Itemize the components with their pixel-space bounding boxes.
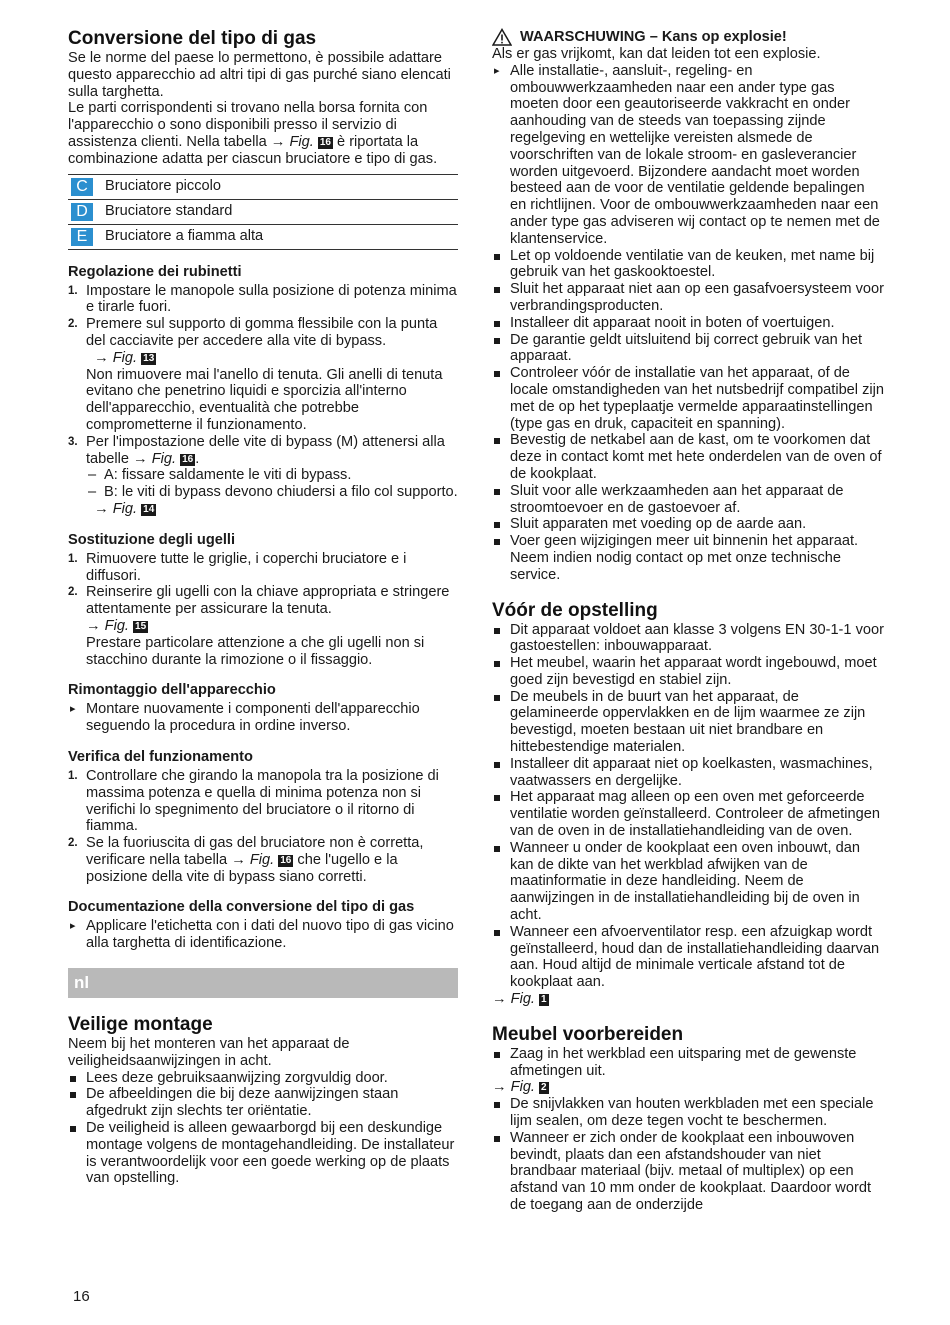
list-item: De meubels in de buurt van het apparaat, de gelamineerde oppervlakken en de lijm waarmee ze zijn bevestigd, moeten bestaan uit niet brandbare en hittebestendige materialen. — [492, 689, 884, 756]
burner-label: Bruciatore standard — [105, 199, 458, 224]
list-item: Bevestig de netkabel aan de kast, om te voorkomen dat deze in contact komt met hete onderdelen van de oven of de kookplaat. — [492, 432, 884, 482]
subsection-title-nozzles: Sostituzione degli ugelli — [68, 531, 236, 548]
fig-ref: Fig. — [151, 450, 177, 467]
list-item: Het apparaat mag alleen op een oven met geforceerde ventilatie worden geïnstalleerd. Controleer de afmetingen van de oven in de installatiehandleiding van de oven. — [492, 789, 884, 839]
step-text: Se la fuoriuscita di gas del bruciatore non è corretta, verificare nella tabella → — [86, 835, 424, 868]
fig-ref: Fig. — [510, 991, 535, 1008]
step-note: Prestare particolare attenzione a che gli ugelli non si stacchino durante la rimozione o il fissaggio. — [86, 634, 425, 668]
list-item: Wanneer een afvoerventilator resp. een afzuigkap wordt geïnstalleerd, houd dan de installatiehandleiding daarvan aan. Houd altijd de minimale verticale afstand tot de kookplaat aan. — [492, 924, 884, 991]
list-item — [68, 551, 458, 585]
list-item: Lees deze gebruiksaanwijzing zorgvuldig door. — [68, 1070, 458, 1087]
burner-letter-badge: C — [71, 178, 93, 196]
list-item — [68, 283, 458, 317]
prepare-cabinet-list — [492, 1046, 884, 1080]
fig-line: → Fig. 1 — [492, 991, 547, 1008]
list-item: Sluit het apparaat niet aan op een gasafvoersysteem voor verbrandingsproducten. — [492, 281, 884, 315]
list-item: Let op voldoende ventilatie van de keuken, met name bij gebruik van het gaskooktoestel. — [492, 248, 884, 282]
warning-title: WAARSCHUWING – Kans op explosie! — [520, 28, 787, 45]
list-item: ▸ Alle installatie-, aansluit-, regeling- en ombouwwerkzaamheden naar een ander type gas moeten door een geautoriseerde vakkracht en onder aanhouding van de steeds van toepassing zijnde regelgeving en wettelijke vereisten alsmede de voorschriften van de lokale stroom- en gasleverancier worden uitgevoerd. Bijzondere aandacht moet worden besteed aan de voor de ventilatie geldende bepalingen en richtlijnen. Voor de ombouwwerkzaamheden naar een ander type gas adviseren wij contact op te nemen met de klantenservice. — [492, 63, 884, 248]
list-item: Zaag in het werkblad een uitsparing met de gewenste afmetingen uit. — [492, 1046, 884, 1080]
safety-bullets — [492, 248, 884, 584]
step-text: Impostare le manopole sulla posizione di potenza minima e tirarle fuori. — [86, 282, 457, 316]
fig-ref: Fig. — [510, 1079, 535, 1096]
before-installation-list — [492, 622, 884, 992]
list-item — [68, 584, 458, 668]
subsection-title-documentation: Documentazione della conversione del tipo di gas — [68, 899, 415, 916]
table-cell — [68, 174, 105, 199]
list-item — [68, 835, 458, 885]
fig-ref: Fig. — [112, 349, 138, 366]
fig-line: → Fig. 2 — [492, 1079, 547, 1096]
fig-line: → Fig. 15 — [86, 617, 147, 634]
page-number: 16 — [73, 1288, 90, 1305]
step-text: Reinserire gli ugelli con la chiave appropriata e stringere attentamente per assicurare la tenuta. — [86, 584, 450, 618]
section-title-safe-installation: Veilige montage — [68, 1014, 213, 1036]
list-item: Installeer dit apparaat nooit in boten of voertuigen. — [492, 315, 884, 332]
table-row — [68, 199, 458, 224]
burner-label: Bruciatore a fiamma alta — [105, 224, 458, 249]
documentation-list — [68, 918, 458, 952]
prepare-cabinet-list-2 — [492, 1096, 884, 1214]
step-number: 1. — [68, 284, 78, 297]
step-number: 2. — [68, 837, 78, 850]
fig-number-badge: 14 — [143, 503, 155, 515]
list-item: Wanneer er zich onder de kookplaat een inbouwoven bevindt, plaats dan een afstandshouder van niet brandbaar materiaal (bijv. metaal of multiplex) op een afstand van 10 mm onder de kookplaat. Daardoor wordt de toegang aan de onderzijde — [492, 1130, 884, 1214]
table-cell — [68, 199, 105, 224]
nozzle-steps — [68, 551, 458, 669]
text-run: . — [195, 450, 200, 467]
list-item: Installeer dit apparaat niet op koelkasten, wasmachines, vaatwassers en dergelijke. — [492, 756, 884, 790]
list-item: De garantie geldt uitsluitend bij correct gebruik van het apparaat. — [492, 332, 884, 366]
left-column — [68, 28, 458, 1187]
fig-number-badge: 15 — [135, 620, 147, 632]
list-item — [68, 434, 458, 518]
fig-line: → Fig. 13 — [86, 349, 155, 366]
step-number: 1. — [68, 552, 78, 565]
section-title-prepare-cabinet: Meubel voorbereiden — [492, 1023, 684, 1045]
list-item: ▸ Applicare l'etichetta con i dati del nuovo tipo di gas vicino alla targhetta di identificazione. — [68, 918, 458, 952]
step-number: 2. — [68, 318, 78, 331]
subsection-title-check: Verifica del funzionamento — [68, 748, 253, 765]
list-item — [68, 316, 458, 434]
list-item: De afbeeldingen die bij deze aanwijzingen staan afgedrukt zijn slechts ter oriëntatie. — [68, 1086, 458, 1120]
list-item: ▸ Montare nuovamente i componenti dell'apparecchio seguendo la procedura in ordine inverso. — [68, 701, 458, 735]
taps-steps — [68, 283, 458, 518]
reassembly-list — [68, 701, 458, 735]
subsection-title-reassembly: Rimontaggio dell'apparecchio — [68, 682, 276, 699]
step-text: Rimuovere tutte le griglie, i coperchi bruciatore e i diffusori. — [86, 550, 407, 584]
list-item: Sluit apparaten met voeding op de aarde aan. — [492, 516, 884, 533]
warning-intro: Als er gas vrijkomt, kan dat leiden tot een explosie. — [492, 46, 821, 62]
fig-ref: Fig. — [289, 133, 314, 150]
list-item: Het meubel, waarin het apparaat wordt ingebouwd, moet goed zijn bevestigd en stabiel zijn. — [492, 655, 884, 689]
check-steps — [68, 768, 458, 886]
list-item: Sluit voor alle werkzaamheden aan het apparaat de stroomtoevoer en de gastoevoer af. — [492, 483, 884, 517]
section-title-before-installation: Vóór de opstelling — [492, 599, 658, 621]
step-number: 1. — [68, 769, 78, 782]
burner-label: Bruciatore piccolo — [105, 174, 458, 199]
fig-number-badge: 16 — [280, 854, 292, 866]
list-item: De snijvlakken van houten werkbladen met een speciale lijm sealen, om deze tegen vocht te beschermen. — [492, 1096, 884, 1130]
burner-letter-badge: D — [71, 203, 93, 221]
table-cell — [68, 224, 105, 249]
fig-number-badge: 2 — [541, 1082, 547, 1094]
fig-ref: Fig. — [249, 851, 275, 868]
fig-number-badge: 1 — [541, 994, 547, 1006]
fig-line: → Fig. 14 — [86, 500, 155, 517]
list-item: – B: le viti di bypass devono chiudersi a filo col supporto. — [86, 484, 458, 501]
fig-ref: Fig. — [112, 500, 138, 517]
safe-installation-intro: Neem bij het monteren van het apparaat de veiligheidsaanwijzingen in acht. — [68, 1036, 350, 1069]
list-item: De veiligheid is alleen gewaarborgd bij een deskundige montage volgens de montagehandleiding. De installateur is verantwoordelijk voor een goede werking op de plaats van opstelling. — [68, 1120, 458, 1187]
step-text: Premere sul supporto di gomma flessibile con la punta del cacciavite per accedere alla vite di bypass. — [86, 316, 438, 349]
step-number: 2. — [68, 586, 78, 599]
step-note: Non rimuovere mai l'anello di tenuta. Gli anelli di tenuta evitano che penetrino liquidi e sporcizia all'interno dell'apparecchio, eventualità che potrebbe comprometterne il funzionamento. — [86, 366, 443, 433]
fig-number-badge: 13 — [143, 352, 155, 364]
list-item: Dit apparaat voldoet aan klasse 3 volgens EN 30-1-1 voor gastoestellen: inbouwapparaat. — [492, 622, 884, 656]
safe-installation-list — [68, 1070, 458, 1188]
burner-table — [68, 174, 458, 250]
section-title-gas-conversion: Conversione del tipo di gas — [68, 28, 317, 49]
gas-conversion-parts — [68, 100, 458, 167]
table-row — [68, 174, 458, 199]
list-item: Controleer vóór de installatie van het apparaat, of de locale omstandigheden van het nutsbedrijf compatibel zijn met de op het typeplaatje vermelde apparaatinstellingen (type gas en druk, capaciteit en spanning). — [492, 365, 884, 432]
fig-number-badge: 16 — [182, 453, 194, 465]
burner-letter-badge: E — [71, 228, 93, 246]
language-bar: nl — [68, 968, 458, 998]
warning-list — [492, 63, 884, 248]
step-text: Controllare che girando la manopola tra la posizione di massima potenza e quella di minima potenza non si verifichi lo spegnimento del bruciatore o il ritorno di fiamma. — [86, 767, 439, 835]
text-run: Le parti corrispondenti si trovano nella borsa fornita con l'apparecchio o sono disponibili presso il servizio di assistenza clienti. Nella tabella → — [68, 100, 428, 150]
list-item: – A: fissare saldamente le viti di bypass. — [86, 467, 458, 484]
warning-triangle-icon — [492, 28, 512, 46]
list-item: Wanneer u onder de kookplaat een oven inbouwt, dan kan de dikte van het werkblad afwijken van de maatinformatie in deze handleiding. Neem de aanwijzingen in de installatiehandleiding bij de oven in acht. — [492, 840, 884, 924]
fig-number-badge: 16 — [319, 136, 331, 148]
subsection-title-taps: Regolazione dei rubinetti — [68, 263, 242, 280]
step-number: 3. — [68, 435, 78, 448]
gas-conversion-intro: Se le norme del paese lo permettono, è possibile adattare questo apparecchio ad altri tipi di gas purché siano elencati sulla targhetta. — [68, 50, 451, 100]
table-row — [68, 224, 458, 249]
right-column — [492, 28, 884, 1214]
step-text: Per l'impostazione delle vite di bypass (M) attenersi alla tabelle → — [86, 433, 445, 467]
list-item: Voer geen wijzigingen meer uit binnenin het apparaat. Neem indien nodig contact op met onze technische service. — [492, 533, 884, 583]
fig-ref: Fig. — [104, 617, 129, 634]
warning-heading — [492, 28, 884, 46]
list-item — [68, 768, 458, 835]
text-run: che l'ugello e la posizione della vite di bypass siano corretti. — [86, 851, 398, 885]
sub-list — [86, 467, 458, 501]
text-run: è riportata la combinazione adatta per ciascun bruciatore e tipo di gas. — [68, 133, 438, 167]
